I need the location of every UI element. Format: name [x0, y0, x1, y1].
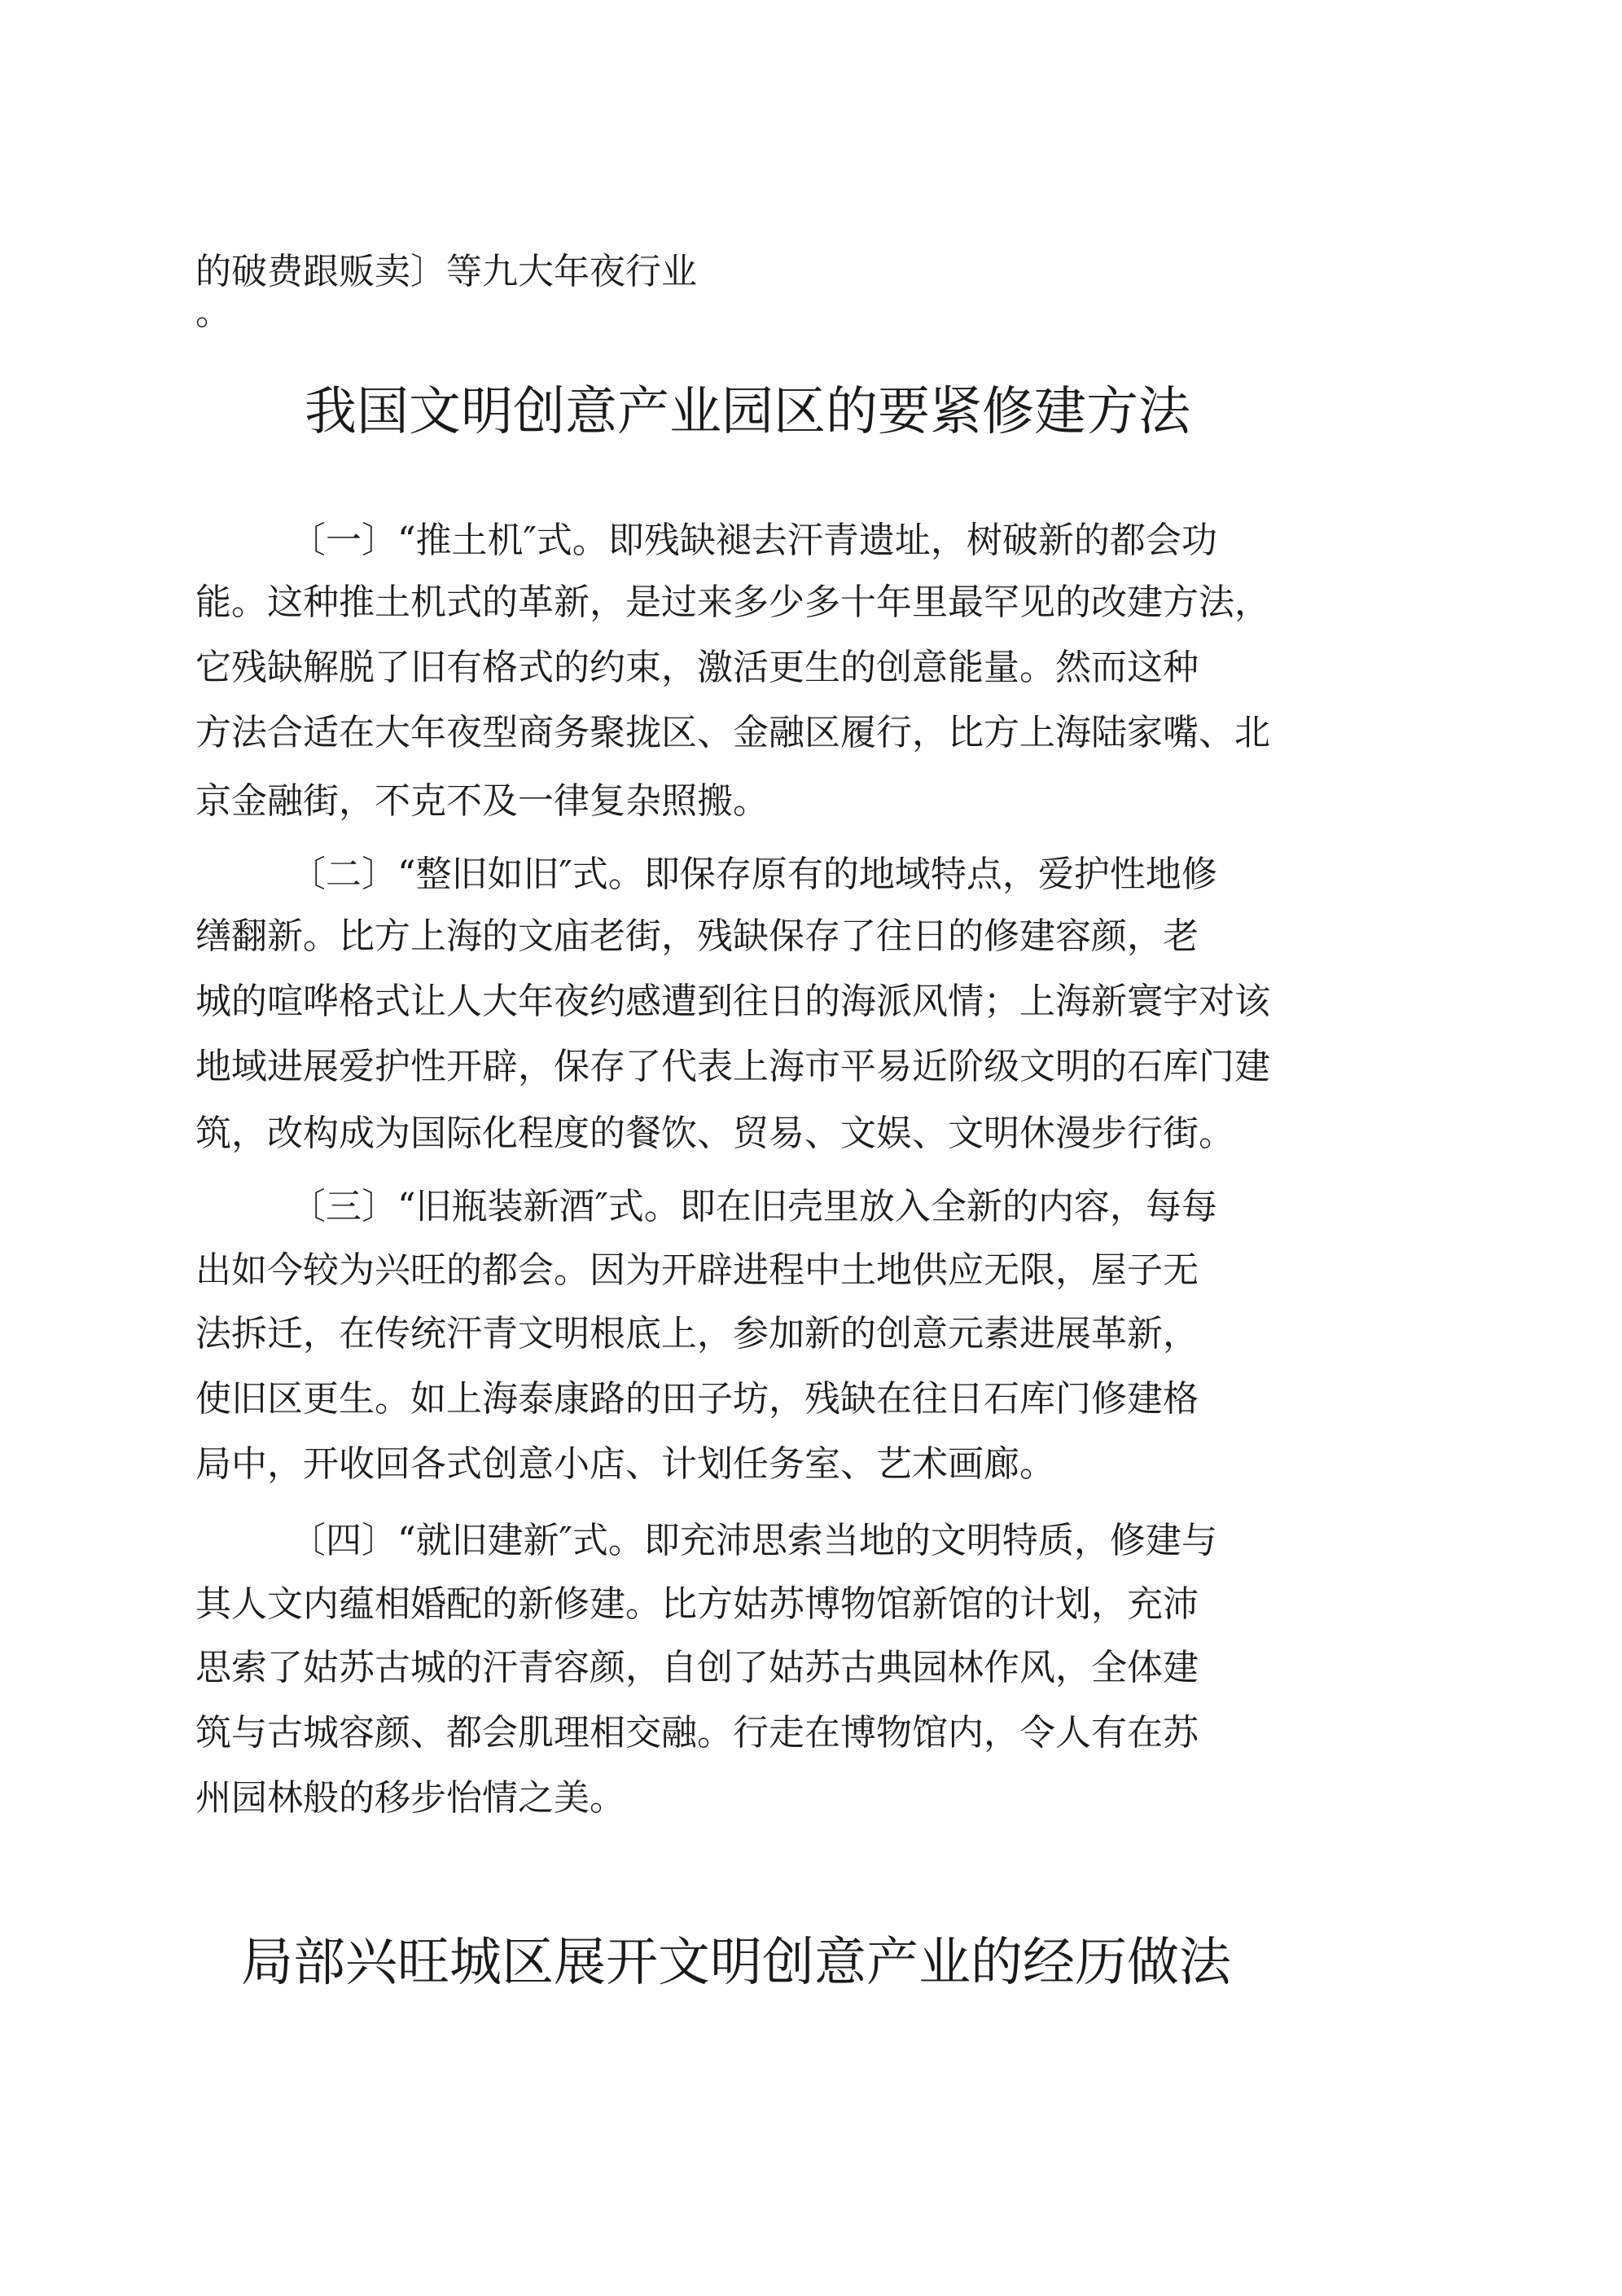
paragraph-line: 州园林般的移步怡情之美。	[195, 1777, 625, 1819]
paragraph-line: 它残缺解脱了旧有格式的约束，激活更生的创意能量。然而这种	[195, 647, 1199, 688]
paragraph-line: 使旧区更生。如上海泰康路的田子坊，残缺在往日石库门修建格	[195, 1378, 1199, 1420]
paragraph-line: 地域进展爱护性开辟，保存了代表上海市平易近阶级文明的石库门建	[195, 1046, 1270, 1087]
intro-line: 。	[195, 292, 231, 333]
paragraph-line: 其人文内蕴相婚配的新修建。比方姑苏博物馆新馆的计划，充沛	[195, 1583, 1199, 1625]
paragraph-line: 〔四〕“就旧建新″式。即充沛思索当地的文明特质，修建与	[290, 1520, 1217, 1561]
paragraph-line: 〔二〕“整旧如旧″式。即保存原有的地域特点，爱护性地修	[290, 854, 1217, 895]
paragraph-line: 城的喧哗格式让人大年夜约感遭到往日的海派风情；上海新寰宇对该	[195, 981, 1270, 1022]
section-heading: 局部兴旺城区展开文明创意产业的经历做法	[241, 1933, 1231, 1993]
paragraph-line: 法拆迁，在传统汗青文明根底上，参加新的创意元素进展革新，	[195, 1313, 1199, 1354]
paragraph-line: 京金融街，不克不及一律复杂照搬。	[195, 780, 769, 822]
paragraph-line: 思索了姑苏古城的汗青容颜，自创了姑苏古典园林作风，全体建	[195, 1647, 1199, 1688]
paragraph-line: 局中，开收回各式创意小店、计划任务室、艺术画廊。	[195, 1443, 1055, 1485]
intro-line: 的破费跟贩卖〕等九大年夜行业	[195, 251, 697, 292]
paragraph-line: 〔一〕“推土机″式。即残缺褪去汗青遗址，树破新的都会功	[290, 520, 1217, 561]
paragraph-line: 筑与古城容颜、都会肌理相交融。行走在博物馆内，令人有在苏	[195, 1712, 1199, 1754]
paragraph-line: 能。这种推土机式的革新，是过来多少多十年里最罕见的改建方法，	[195, 582, 1270, 623]
paragraph-line: 筑，改构成为国际化程度的餐饮、贸易、文娱、文明休漫步行街。	[195, 1113, 1234, 1154]
paragraph-line: 出如今较为兴旺的都会。因为开辟进程中土地供应无限，屋子无	[195, 1249, 1199, 1291]
paragraph-line: 方法合适在大年夜型商务聚拢区、金融区履行，比方上海陆家嘴、北	[195, 712, 1270, 753]
paragraph-line: 〔三〕“旧瓶装新酒″式。即在旧壳里放入全新的内容，每每	[290, 1186, 1217, 1227]
paragraph-line: 缮翻新。比方上海的文庙老街，残缺保存了往日的修建容颜，老	[195, 915, 1199, 957]
section-heading: 我国文明创意产业园区的要紧修建方法	[305, 382, 1190, 442]
